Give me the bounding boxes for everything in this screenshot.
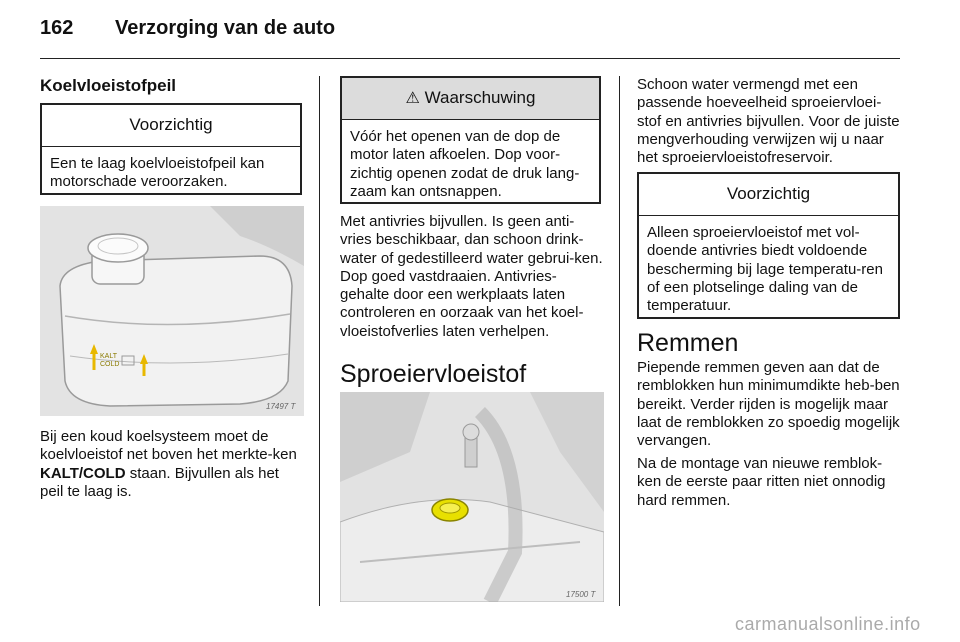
warning-triangle-icon: ⚠	[405, 90, 420, 107]
cold-label: COLD	[100, 361, 120, 368]
figure-code-17497: 17497 T	[266, 402, 296, 411]
page-title: Verzorging van de auto	[115, 17, 336, 39]
warning-header	[342, 78, 599, 120]
brakes-paragraph-2: Na de montage van nieuwe remblok-ken de eerste paar ritten niet onnodig hard remmen.	[637, 455, 886, 509]
caution-box-coolant	[40, 103, 302, 195]
caution-title: Voorzichtig	[42, 105, 300, 147]
section-heading-brakes: Remmen	[637, 329, 739, 357]
caution-box-washer	[637, 172, 900, 319]
coolant-reservoir-illustration	[40, 206, 304, 416]
washer-fluid-instructions: Schoon water vermengd met een passende hoeveelheid sproeiervloei-stof en antivries bijvullen. Voor de juiste mengverhouding verwijzen wij u naar het sproeiervloeistofreservoir.	[637, 76, 900, 167]
coolant-reservoir-figure	[40, 206, 304, 416]
warning-text: Vóór het openen van de dop de motor laten afkoelen. Dop voor-zichtig openen zodat de druk lang-zaam kan ontsnappen.	[350, 128, 580, 200]
column-divider-2	[619, 76, 620, 606]
washer-reservoir-illustration	[340, 392, 604, 602]
warning-box	[340, 76, 601, 204]
caution-title-washer: Voorzichtig	[639, 174, 898, 216]
caution-text: Een te laag koelvloeistofpeil kan motorschade veroorzaken.	[50, 155, 265, 191]
column-divider-1	[319, 76, 320, 606]
antifreeze-instructions: Met antivries bijvullen. Is geen anti-vries beschikbaar, dan schoon drink-water of gedestilleerd water gebrui-ken. Dop goed vastdraaien. Antivries-gehalte door een werkplaats laten controleren en oorzaak van het koel-vloeistofverlies laten verhelpen.	[340, 213, 603, 340]
kalt-cold-bold: KALT/COLD	[40, 464, 126, 482]
header-divider	[40, 58, 900, 59]
section-heading-coolant: Koelvloeistofpeil	[40, 76, 177, 95]
section-heading-washer-fluid: Sproeiervloeistof	[340, 360, 527, 388]
page-number: 162	[40, 17, 74, 39]
caution-text-washer: Alleen sproeiervloeistof met vol-doende antivries biedt voldoende bescherming bij lage temperatu-ren of een plotselinge daling van de temperatuur.	[647, 224, 883, 315]
brakes-paragraph-1: Piepende remmen geven aan dat de remblokken hun minimumdikte heb-ben bereikt. Verder rijden is mogelijk maar laat de remblokken zo spoedig mogelijk vervangen.	[637, 359, 900, 450]
warning-title: Waarschuwing	[424, 88, 536, 107]
watermark: carmanualsonline.info	[735, 614, 921, 634]
coolant-instructions	[40, 428, 305, 501]
coolant-text-2: staan. Bijvullen als het peil te laag is.	[40, 464, 279, 500]
coolant-text-1: Bij een koud koelsysteem moet de koelvloeistof net boven het merkte-ken	[40, 428, 297, 464]
washer-reservoir-figure	[340, 392, 604, 602]
figure-code-17500: 17500 T	[566, 590, 596, 599]
kalt-label: KALT	[100, 353, 117, 360]
